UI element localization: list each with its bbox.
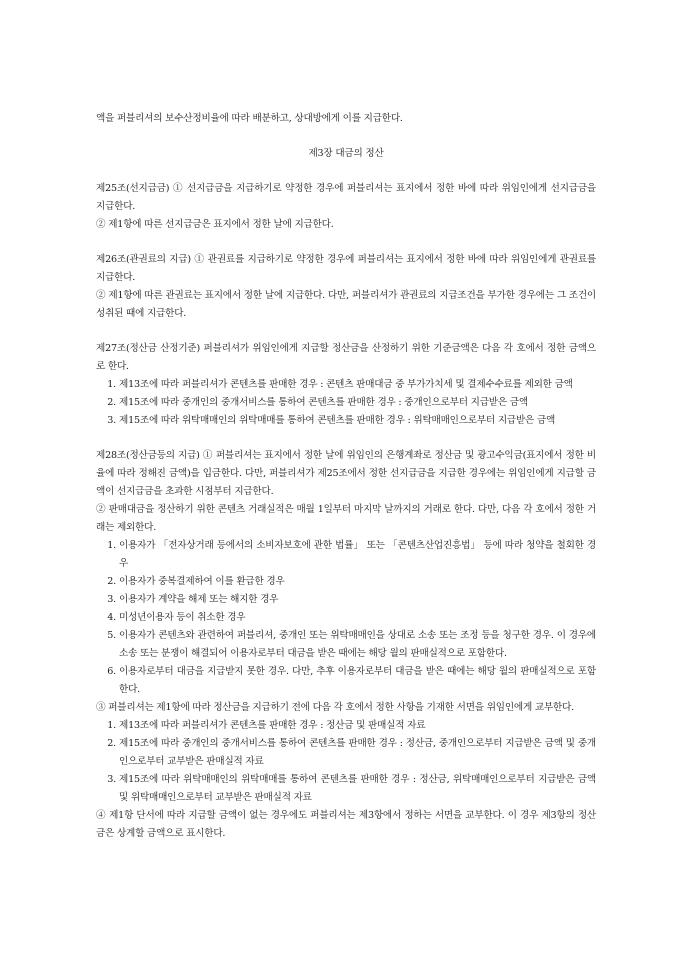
item-number: 2. — [107, 576, 116, 587]
article-28-item — [96, 591, 596, 609]
document-body — [96, 110, 596, 843]
item-number: 4. — [107, 612, 116, 623]
item-number: 1. — [107, 540, 116, 551]
article-28-item — [96, 717, 596, 735]
article-27-item — [96, 394, 596, 412]
item-number: 3. — [107, 774, 116, 785]
item-text: 이용자로부터 대금을 지급받지 못한 경우. 다만, 추후 이용자로부터 대금을 받은 때에는 해당 월의 판매실적으로 포함한다. — [119, 666, 596, 695]
article-28-paragraph-2: ② 판매대금을 정산하기 위한 콘텐츠 거래실적은 매월 1일부터 마지막 날까지의 거래로 한다. 다만, 다음 각 호에서 정한 거래는 제외한다. — [96, 504, 596, 533]
item-text: 제13조에 따라 퍼블리셔가 콘텐츠를 판매한 경우 : 정산금 및 판매실적 자료 — [119, 720, 426, 731]
article-28-item — [96, 663, 596, 699]
item-number: 5. — [107, 630, 116, 641]
article-28-item — [96, 735, 596, 771]
item-number: 2. — [107, 738, 116, 749]
article-26-paragraph-2: ② 제1항에 따른 관권료는 표지에서 정한 날에 지급한다. 다만, 퍼블리셔가 관권료의 지급조건을 부가한 경우에는 그 조건이 성취된 때에 지급한다. — [96, 290, 596, 319]
article-28-item — [96, 537, 596, 573]
item-number: 3. — [107, 415, 116, 426]
article-25-paragraph-1: 제25조(선지급금) ① 선지급금을 지급하기로 약정한 경우에 퍼블리셔는 표지에서 정한 바에 따라 위임인에게 선지급금을 지급한다. — [96, 183, 597, 212]
article-28-item — [96, 771, 596, 807]
item-number: 3. — [107, 594, 116, 605]
article-27-paragraph-1: 제27조(정산금 산정기준) 퍼블리셔가 위임인에게 지급할 정산금을 산정하기 위한 기준금액은 다음 각 호에서 정한 금액으로 한다. — [96, 343, 596, 372]
article-27-item — [96, 412, 596, 430]
item-number: 2. — [107, 397, 116, 408]
item-number: 6. — [107, 666, 116, 677]
article-26-paragraph-1: 제26조(관권료의 지급) ① 관권료를 지급하기로 약정한 경우에 퍼블리셔는 표지에서 정한 바에 따라 위임인에게 관권료를 지급한다. — [96, 254, 596, 283]
item-number: 1. — [107, 720, 116, 731]
article-28-paragraph-3: ③ 퍼블리셔는 제1항에 따라 정산금을 지급하기 전에 다음 각 호에서 정한 사항을 기재한 서면을 위임인에게 교부한다. — [96, 702, 574, 713]
chapter-title: 제3장 대금의 정산 — [308, 148, 384, 159]
article-27-item — [96, 376, 596, 394]
item-text: 제15조에 따라 위탁매매인의 위탁매매를 통하여 콘텐츠를 판매한 경우 : 정산금, 위탁매매인으로부터 지급받은 금액 및 위탁매매인으로부터 교부받은 판매실적 자료 — [119, 774, 596, 803]
article-28-paragraph-1: 제28조(정산금등의 지급) ① 퍼블리셔는 표지에서 정한 날에 위임인의 은행계좌로 정산금 및 광고수익금(표지에서 정한 비율에 따라 정해진 금액)을 입금한다. 다만, 퍼블리셔가 제25조에서 정한 선지급금을 지급한 경우에는 위임인에게 지급할 금액이 선지급금을 초과한 시점부터 지급한다. — [96, 450, 596, 497]
item-text: 이용자가 콘텐츠와 관련하여 퍼블리셔, 중개인 또는 위탁매매인을 상대로 소송 또는 조정 등을 청구한 경우. 이 경우에 소송 또는 분쟁이 해결되어 이용자로부터 대금을 받은 때에는 해당 월의 판매실적으로 포함한다. — [119, 630, 596, 659]
intro-paragraph: 액을 퍼블리셔의 보수산정비율에 따라 배분하고, 상대방에게 이를 지급한다. — [96, 113, 403, 124]
item-text: 제15조에 따라 중개인의 중개서비스를 통하여 콘텐츠를 판매한 경우 : 중개인으로부터 지급받은 금액 — [119, 397, 528, 408]
item-text: 제15조에 따라 위탁매매인의 위탁매매를 통하여 콘텐츠를 판매한 경우 : 위탁매매인으로부터 지급받은 금액 — [119, 415, 556, 426]
article-28-paragraph-4: ④ 제1항 단서에 따라 지급할 금액이 없는 경우에도 퍼블리셔는 제3항에서 정하는 서면을 교부한다. 이 경우 제3항의 정산금은 상계할 금액으로 표시한다. — [96, 810, 596, 839]
article-28-item — [96, 627, 596, 663]
item-text: 제13조에 따라 퍼블리셔가 콘텐츠를 판매한 경우 : 콘텐츠 판매대금 중 부가가치세 및 결제수수료를 제외한 금액 — [119, 379, 573, 390]
article-28-item — [96, 609, 596, 627]
item-text: 미성년이용자 등이 취소한 경우 — [119, 612, 246, 623]
article-25-paragraph-2: ② 제1항에 따른 선지급금은 표지에서 정한 날에 지급한다. — [96, 219, 334, 230]
item-text: 이용자가 중복결제하여 이를 환급한 경우 — [119, 576, 285, 587]
item-text: 제15조에 따라 중개인의 중개서비스를 통하여 콘텐츠를 판매한 경우 : 정산금, 중개인으로부터 지급받은 금액 및 중개인으로부터 교부받은 판매실적 자료 — [119, 738, 596, 767]
item-text: 이용자가 「전자상거래 등에서의 소비자보호에 관한 법률」 또는 「콘텐츠산업진흥법」 등에 따라 청약을 철회한 경우 — [119, 540, 596, 569]
article-28-item — [96, 573, 596, 591]
item-number: 1. — [107, 379, 116, 390]
item-text: 이용자가 계약을 해제 또는 해지한 경우 — [119, 594, 279, 605]
